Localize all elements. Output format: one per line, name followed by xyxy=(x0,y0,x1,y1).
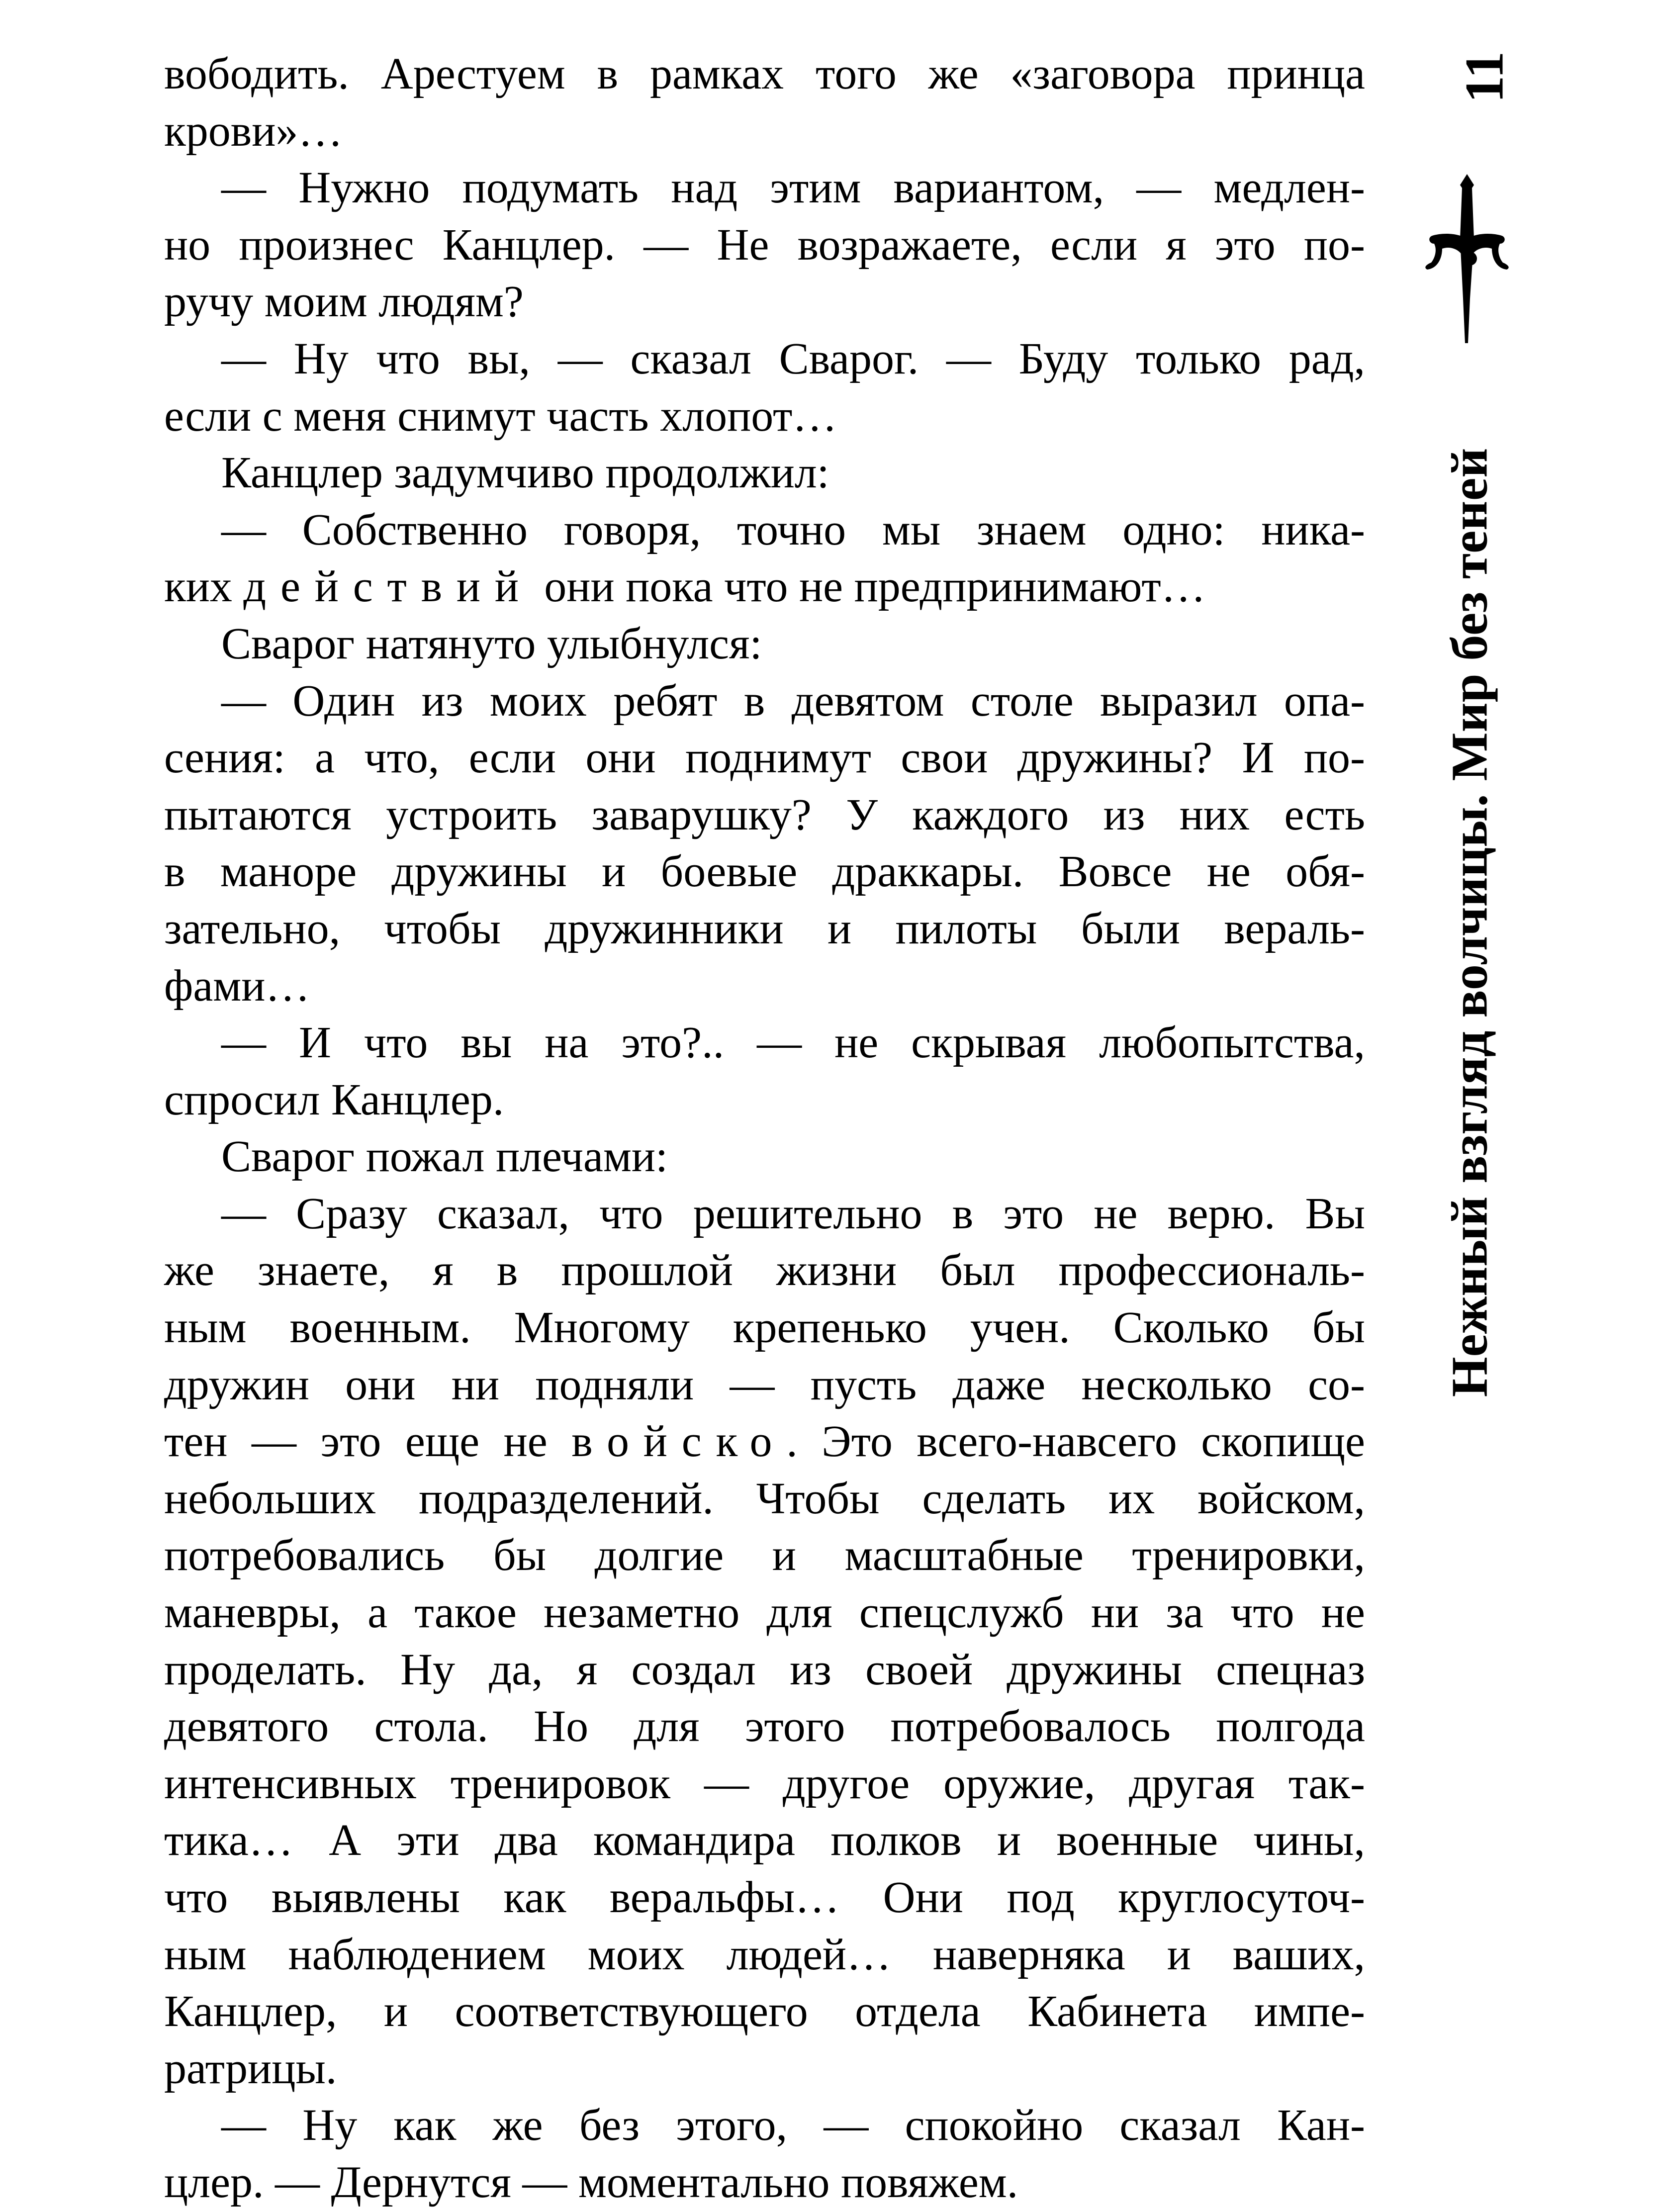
line-text: Сварог пожал плечами: xyxy=(221,1132,668,1182)
line-text: — Один из моих ребят в девятом столе выразил опа- xyxy=(221,676,1365,726)
line-text: сения: а что, если они поднимут свои дружины? И по- xyxy=(164,733,1365,783)
text-line xyxy=(164,1527,1365,1584)
page-number: 11 xyxy=(1454,51,1515,103)
text-line xyxy=(164,2154,1365,2212)
text-line xyxy=(164,1242,1365,1299)
line-text: ным наблюдением моих людей… наверняка и ваших, xyxy=(164,1930,1365,1979)
line-text: ручу моим людям? xyxy=(164,277,524,327)
line-text: тен — это еще не xyxy=(164,1417,572,1467)
text-line xyxy=(164,1299,1365,1357)
line-text: тика… А эти два командира полков и военные чины, xyxy=(164,1816,1365,1865)
text-line xyxy=(164,103,1365,160)
line-text: зательно, чтобы дружинники и пилоты были вераль- xyxy=(164,904,1365,953)
text-line xyxy=(164,217,1365,274)
line-text: пытаются устроить заварушку? У каждого из них есть xyxy=(164,790,1365,839)
line-text: дружин они ни подняли — пусть даже несколько со- xyxy=(164,1360,1365,1409)
line-text: Сварог натянуто улыбнулся: xyxy=(221,619,762,668)
line-text: что выявлены как веральфы… Они под круглосуточ- xyxy=(164,1873,1365,1922)
text-line xyxy=(164,502,1365,559)
text-line xyxy=(164,1812,1365,1869)
text-line xyxy=(164,958,1365,1015)
text-line xyxy=(164,1755,1365,1813)
text-line xyxy=(164,1413,1365,1471)
line-text: — И что вы на это?.. — не скрывая любопытства, xyxy=(221,1018,1365,1068)
text-line xyxy=(164,730,1365,787)
line-text: небольших подразделений. Чтобы сделать их войском, xyxy=(164,1474,1365,1523)
text-line xyxy=(164,445,1365,502)
text-line xyxy=(164,1698,1365,1755)
line-text: — Собственно говоря, точно мы знаем одно: ника- xyxy=(221,505,1365,554)
text-line xyxy=(164,46,1365,103)
line-text: они пока что не предпринимают… xyxy=(533,562,1206,612)
text-line xyxy=(164,901,1365,958)
text-line xyxy=(164,274,1365,331)
line-text: цлер. — Дернутся — моментально повяжем. xyxy=(164,2157,1018,2207)
running-title: Нежный взгляд волчицы. Мир без теней xyxy=(1441,448,1498,1397)
text-line xyxy=(164,2040,1365,2098)
line-text: . Это всего-навсего скопище xyxy=(786,1417,1365,1467)
text-line xyxy=(164,160,1365,217)
line-text: спросил Канцлер. xyxy=(164,1075,504,1124)
text-line xyxy=(164,1014,1365,1072)
line-text: маневры, а такое незаметно для спецслужб ни за что не xyxy=(164,1588,1365,1638)
text-line xyxy=(164,1642,1365,1699)
text-line xyxy=(164,843,1365,901)
text-line xyxy=(164,787,1365,844)
text-line xyxy=(164,1128,1365,1186)
line-text: — Сразу сказал, что решительно в это не верю. Вы xyxy=(221,1189,1365,1238)
line-text: потребовались бы долгие и масштабные тренировки, xyxy=(164,1531,1365,1580)
text-line xyxy=(164,331,1365,388)
line-text: — Ну как же без этого, — спокойно сказал Кан- xyxy=(221,2101,1365,2150)
text-line xyxy=(164,388,1365,445)
text-line xyxy=(164,558,1365,616)
line-text: ратрицы. xyxy=(164,2043,337,2093)
line-text: вободить. Арестуем в рамках того же «заговора принца xyxy=(164,49,1365,98)
line-text: ным военным. Многому крепенько учен. Сколько бы xyxy=(164,1303,1365,1353)
line-text: интенсивных тренировок — другое оружие, другая так- xyxy=(164,1758,1365,1808)
line-text: если с меня снимут часть хлопот… xyxy=(164,391,837,441)
text-line xyxy=(164,1927,1365,1984)
line-text: девятого стола. Но для этого потребовалось полгода xyxy=(164,1702,1365,1751)
line-text: проделать. Ну да, я создал из своей дружины спецназ xyxy=(164,1645,1365,1694)
emphasized-word: войско xyxy=(571,1417,787,1467)
emphasized-word: действий xyxy=(243,562,533,612)
text-line xyxy=(164,1584,1365,1642)
text-line xyxy=(164,1869,1365,1927)
text-line xyxy=(164,1471,1365,1528)
text-line xyxy=(164,673,1365,730)
line-text: же знаете, я в прошлой жизни был профессиональ- xyxy=(164,1246,1365,1295)
line-text: ких xyxy=(164,562,244,612)
text-line xyxy=(164,1186,1365,1243)
text-line xyxy=(164,616,1365,673)
line-text: — Нужно подумать над этим вариантом, — медлен- xyxy=(221,163,1365,213)
line-text: Канцлер, и соответствующего отдела Кабинета импе- xyxy=(164,1987,1365,2036)
body-text xyxy=(164,46,1365,2212)
text-line xyxy=(164,1357,1365,1414)
text-line xyxy=(164,1072,1365,1129)
line-text: Канцлер задумчиво продолжил: xyxy=(221,448,829,498)
line-text: в маноре дружины и боевые драккары. Вовсе не обя- xyxy=(164,847,1365,897)
line-text: крови»… xyxy=(164,106,343,156)
line-text: — Ну что вы, — сказал Сварог. — Буду только рад, xyxy=(221,334,1365,383)
line-text: но произнес Канцлер. — Не возражаете, если я это по- xyxy=(164,220,1365,270)
line-text: фами… xyxy=(164,961,310,1011)
sword-icon xyxy=(1422,174,1512,353)
text-line xyxy=(164,1983,1365,2040)
text-line xyxy=(164,2097,1365,2154)
